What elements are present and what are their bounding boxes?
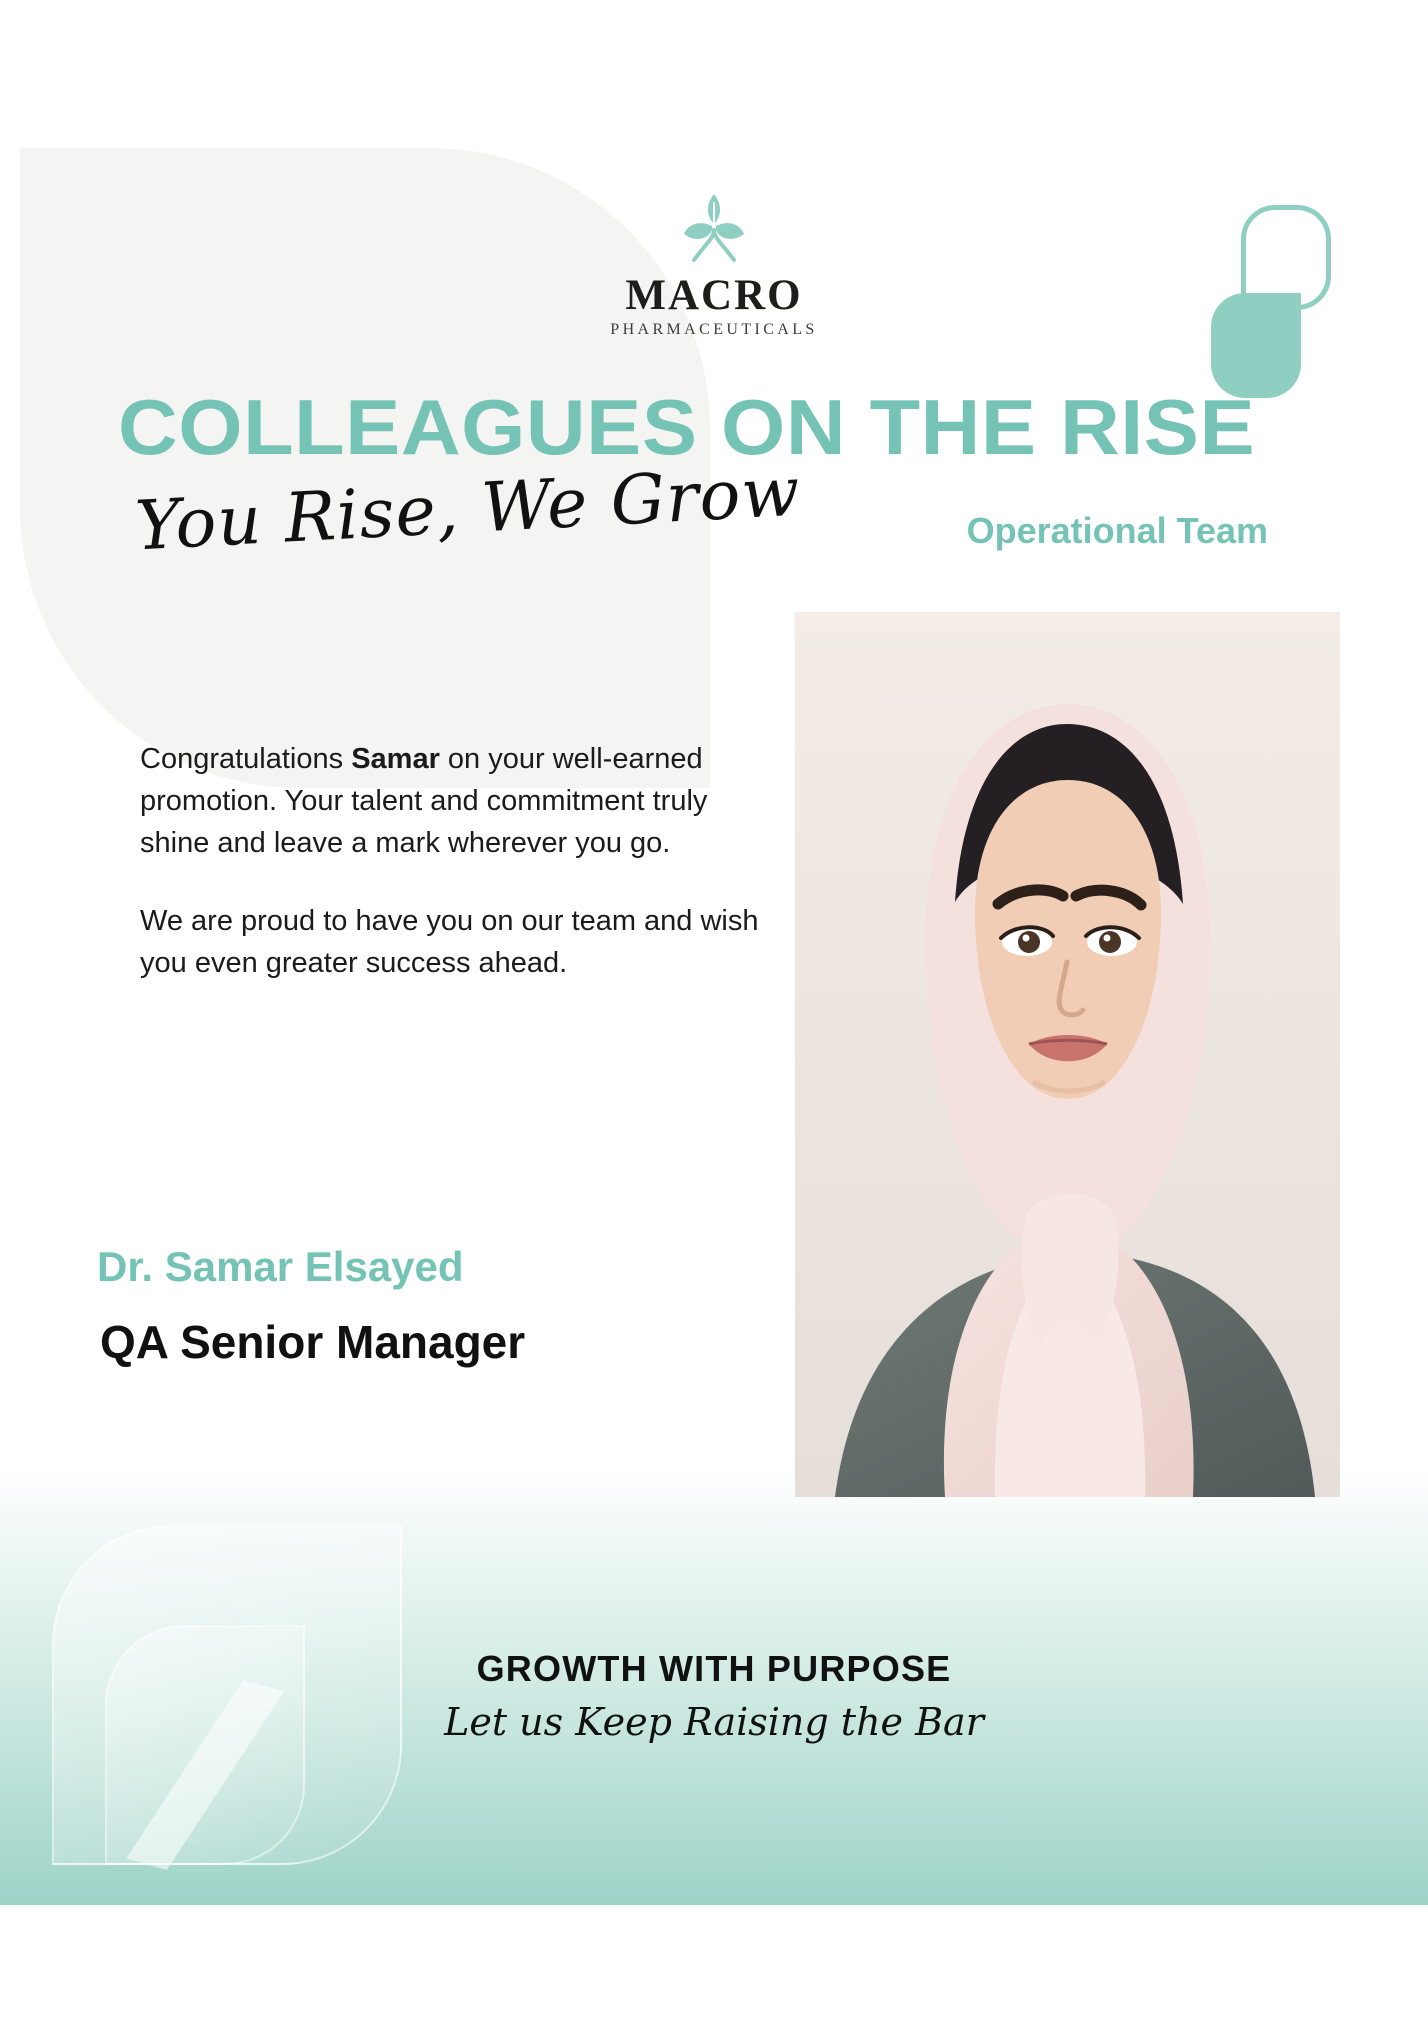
- leaf-logo-icon: [674, 190, 754, 268]
- message-paragraph-2: We are proud to have you on our team and wish you even greater success ahead.: [140, 905, 759, 980]
- message-p1-before: Congratulations: [140, 743, 352, 775]
- message-paragraph-1: [140, 738, 780, 864]
- congratulations-message: [140, 738, 780, 984]
- message-p1-after: on your well-earned promotion. Your talent and commitment truly shine and leave a mark wherever you go.: [140, 743, 708, 860]
- tagline-script: You Rise, We Grow: [133, 452, 803, 567]
- portrait-photo: [795, 612, 1340, 1497]
- portrait-illustration: [795, 612, 1340, 1497]
- page-title: COLLEAGUES ON THE RISE: [118, 383, 1256, 471]
- brand-name: MACRO: [625, 272, 803, 319]
- person-role: QA Senior Manager: [100, 1316, 526, 1368]
- brand-logo: [0, 190, 1428, 339]
- footer-title: GROWTH WITH PURPOSE: [476, 1648, 952, 1689]
- team-label: Operational Team: [966, 510, 1268, 551]
- footer-subtitle: Let us Keep Raising the Bar: [444, 1700, 984, 1744]
- brand-subtitle: PHARMACEUTICALS: [610, 321, 818, 338]
- person-name: Dr. Samar Elsayed: [97, 1243, 464, 1290]
- honoree-first-name: Samar: [351, 743, 440, 775]
